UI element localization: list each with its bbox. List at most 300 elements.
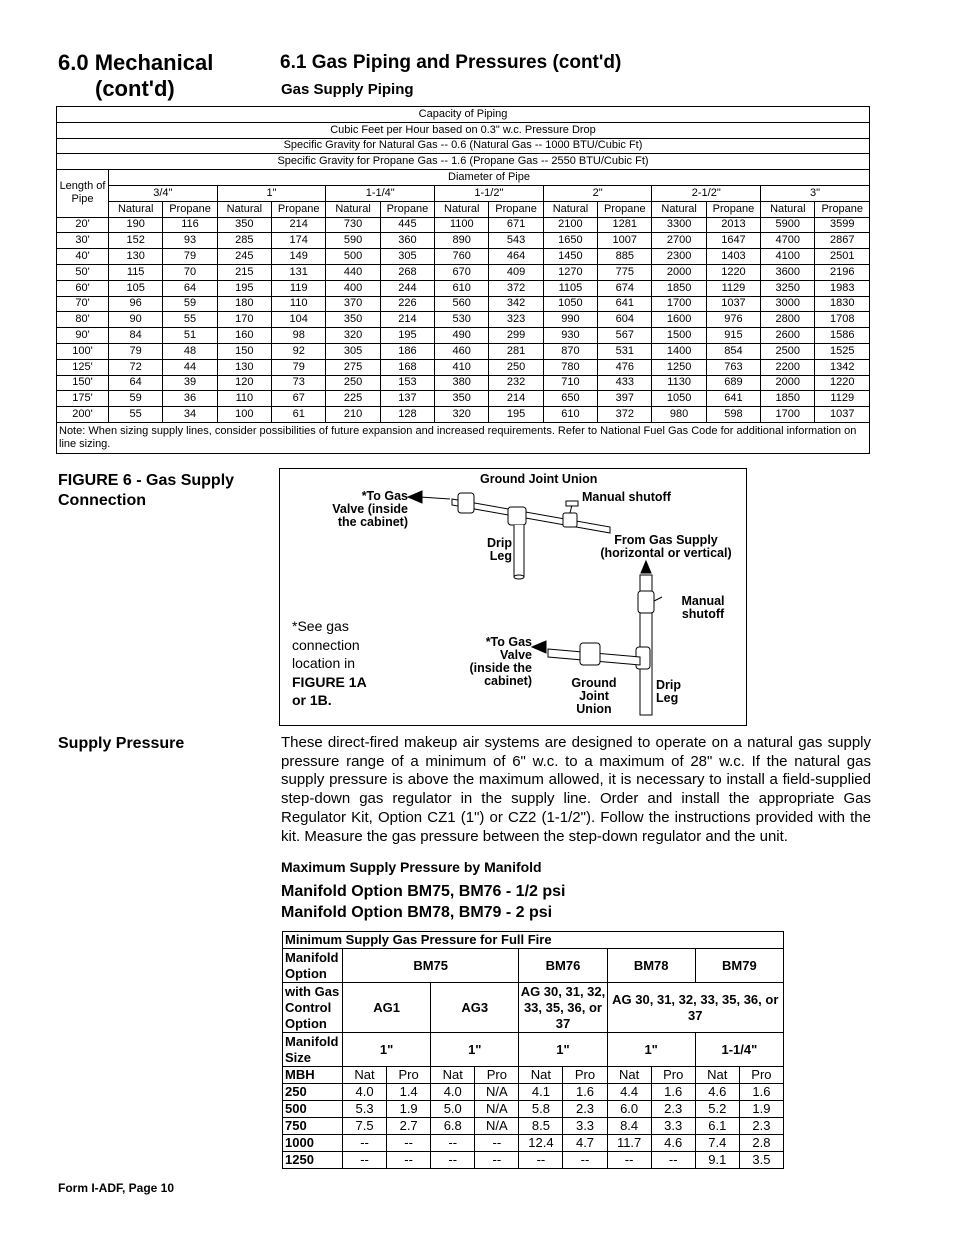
pipe-length-cell: 175' xyxy=(57,391,109,407)
nat-header: Nat xyxy=(343,1067,387,1084)
pipe-length-cell: 80' xyxy=(57,312,109,328)
note-row xyxy=(57,422,870,453)
capacity-cell: 1281 xyxy=(598,217,652,233)
capacity-cell: 119 xyxy=(272,280,326,296)
capacity-cell: 380 xyxy=(435,375,489,391)
table-row xyxy=(57,343,870,359)
capacity-cell: 409 xyxy=(489,264,543,280)
gas-control-ag1: AG1 xyxy=(343,983,431,1033)
capacity-cell: 110 xyxy=(272,296,326,312)
pipe-length-cell: 50' xyxy=(57,264,109,280)
capacity-cell: 2800 xyxy=(761,312,815,328)
capacity-cell: 598 xyxy=(706,407,760,423)
manifold-size: 1" xyxy=(343,1033,431,1067)
drip-leg-label: Drip Leg xyxy=(487,536,512,563)
mbh-cell: 250 xyxy=(283,1084,343,1101)
pressure-cell: -- xyxy=(387,1152,431,1169)
capacity-cell: 670 xyxy=(435,264,489,280)
capacity-cell: 590 xyxy=(326,233,380,249)
gas-control-ag3: AG3 xyxy=(431,983,519,1033)
capacity-cell: 1105 xyxy=(543,280,597,296)
supply-pressure-paragraph: These direct-fired makeup air systems are designed to operate on a natural gas supply pressure range of a minimum of 6" w.c. to a maximum of 28" w.c. If the natural gas supply pressure is above the maximum allowed, it is necessary to install a field-supplied step-down gas regulator in the supply line. Order and install the appropriate Gas Regulator Kit, Option CZ1 (1") or CZ2 (1-1/2"). Follow the instructions provided with the kit. Measure the gas pressure between the step-down regulator and the unit. xyxy=(281,734,871,845)
table-row xyxy=(57,328,870,344)
gas-table-body xyxy=(57,107,870,454)
pressure-cell: -- xyxy=(519,1152,563,1169)
pressure-cell: 5.8 xyxy=(519,1101,563,1118)
capacity-cell: 1220 xyxy=(815,375,870,391)
capacity-cell: 195 xyxy=(380,328,434,344)
capacity-cell: 567 xyxy=(598,328,652,344)
pressure-cell: N/A xyxy=(475,1101,519,1118)
capacity-cell: 604 xyxy=(598,312,652,328)
pro-header: Pro xyxy=(475,1067,519,1084)
capacity-cell: 305 xyxy=(380,249,434,265)
diameter-cell: 1-1/4" xyxy=(326,185,435,201)
capacity-cell: 543 xyxy=(489,233,543,249)
capacity-cell: 152 xyxy=(109,233,163,249)
capacity-cell: 1983 xyxy=(815,280,870,296)
capacity-cell: 763 xyxy=(706,359,760,375)
manual-shutoff-riser-label: Manual shutoff xyxy=(681,594,725,621)
capacity-cell: 55 xyxy=(109,407,163,423)
capacity-cell: 4100 xyxy=(761,249,815,265)
diameter-cell: 3/4" xyxy=(109,185,218,201)
pressure-cell: 1.6 xyxy=(651,1084,695,1101)
capacity-cell: 464 xyxy=(489,249,543,265)
pipe-length-cell: 70' xyxy=(57,296,109,312)
pressure-cell: N/A xyxy=(475,1118,519,1135)
capacity-cell: 64 xyxy=(163,280,217,296)
pressure-cell: -- xyxy=(607,1152,651,1169)
pressure-cell: 1.6 xyxy=(563,1084,607,1101)
capacity-cell: 730 xyxy=(326,217,380,233)
diameter-cell: 2-1/2" xyxy=(652,185,761,201)
capacity-cell: 55 xyxy=(163,312,217,328)
table-subtitle: Cubic Feet per Hour based on 0.3" w.c. Pressure Drop xyxy=(57,122,870,138)
table-row xyxy=(57,217,870,233)
pressure-cell: N/A xyxy=(475,1084,519,1101)
pressure-cell: -- xyxy=(343,1152,387,1169)
pressure-cell: 5.2 xyxy=(695,1101,739,1118)
mbh-cell: 1000 xyxy=(283,1135,343,1152)
pressure-cell: -- xyxy=(651,1152,695,1169)
pressure-cell: 4.7 xyxy=(563,1135,607,1152)
capacity-cell: 990 xyxy=(543,312,597,328)
section-title-line1: 6.0 Mechanical xyxy=(58,50,214,75)
manifold-size: 1" xyxy=(519,1033,607,1067)
capacity-cell: 120 xyxy=(217,375,271,391)
manifold-option-line2: Manifold Option BM78, BM79 - 2 psi xyxy=(281,904,553,921)
capacity-cell: 210 xyxy=(326,407,380,423)
capacity-cell: 1850 xyxy=(652,280,706,296)
capacity-cell: 190 xyxy=(109,217,163,233)
pressure-cell: 2.3 xyxy=(563,1101,607,1118)
capacity-cell: 79 xyxy=(109,343,163,359)
nat-header: Nat xyxy=(431,1067,475,1084)
pressure-cell: 2.8 xyxy=(739,1135,783,1152)
capacity-cell: 3250 xyxy=(761,280,815,296)
figure-label-line1: FIGURE 6 - Gas Supply xyxy=(58,472,235,489)
capacity-cell: 5900 xyxy=(761,217,815,233)
capacity-cell: 674 xyxy=(598,280,652,296)
capacity-cell: 890 xyxy=(435,233,489,249)
capacity-cell: 4700 xyxy=(761,233,815,249)
capacity-cell: 370 xyxy=(326,296,380,312)
ground-joint-union-lower-label: Ground Joint Union xyxy=(571,676,617,716)
natural-header: Natural xyxy=(109,201,163,217)
pressure-cell: 7.4 xyxy=(695,1135,739,1152)
pressure-cell: 8.5 xyxy=(519,1118,563,1135)
supply-pressure-heading: Supply Pressure xyxy=(58,735,185,752)
capacity-cell: 775 xyxy=(598,264,652,280)
capacity-cell: 530 xyxy=(435,312,489,328)
pipe-length-cell: 200' xyxy=(57,407,109,423)
capacity-cell: 232 xyxy=(489,375,543,391)
capacity-cell: 110 xyxy=(217,391,271,407)
capacity-cell: 1007 xyxy=(598,233,652,249)
mbh-header-row xyxy=(283,1067,784,1084)
subsection-subtitle: Gas Supply Piping xyxy=(281,81,414,98)
capacity-cell: 2000 xyxy=(652,264,706,280)
capacity-cell: 128 xyxy=(380,407,434,423)
capacity-cell: 285 xyxy=(217,233,271,249)
capacity-cell: 641 xyxy=(706,391,760,407)
capacity-cell: 84 xyxy=(109,328,163,344)
capacity-cell: 214 xyxy=(489,391,543,407)
manifold-size: 1" xyxy=(431,1033,519,1067)
table-row xyxy=(57,391,870,407)
pressure-table-title: Minimum Supply Gas Pressure for Full Fire xyxy=(283,932,784,949)
diameter-cell: 1-1/2" xyxy=(435,185,544,201)
table-row xyxy=(57,407,870,423)
capacity-cell: 79 xyxy=(163,249,217,265)
pressure-cell: 8.4 xyxy=(607,1118,651,1135)
gas-capacity-table xyxy=(56,106,870,454)
propane-header: Propane xyxy=(380,201,434,217)
propane-header: Propane xyxy=(598,201,652,217)
pressure-cell: 6.0 xyxy=(607,1101,651,1118)
capacity-cell: 433 xyxy=(598,375,652,391)
capacity-cell: 1450 xyxy=(543,249,597,265)
pro-header: Pro xyxy=(387,1067,431,1084)
capacity-cell: 710 xyxy=(543,375,597,391)
manifold-size: 1" xyxy=(607,1033,695,1067)
capacity-cell: 1700 xyxy=(761,407,815,423)
capacity-cell: 244 xyxy=(380,280,434,296)
capacity-cell: 3599 xyxy=(815,217,870,233)
capacity-cell: 560 xyxy=(435,296,489,312)
natural-header: Natural xyxy=(435,201,489,217)
diameter-cell: 1" xyxy=(217,185,326,201)
pressure-cell: 2.7 xyxy=(387,1118,431,1135)
manifold-size-label: Manifold Size xyxy=(283,1033,343,1067)
figure-note-line3: location in xyxy=(292,655,356,671)
pressure-cell: -- xyxy=(431,1152,475,1169)
capacity-cell: 1050 xyxy=(652,391,706,407)
figure-label-line2: Connection xyxy=(58,492,146,509)
capacity-cell: 64 xyxy=(109,375,163,391)
capacity-cell: 250 xyxy=(489,359,543,375)
mbh-label: MBH xyxy=(283,1067,343,1084)
capacity-cell: 2000 xyxy=(761,375,815,391)
capacity-cell: 2867 xyxy=(815,233,870,249)
pipe-length-cell: 60' xyxy=(57,280,109,296)
capacity-cell: 610 xyxy=(435,280,489,296)
pipe-length-cell: 20' xyxy=(57,217,109,233)
natural-header: Natural xyxy=(326,201,380,217)
capacity-cell: 1342 xyxy=(815,359,870,375)
pressure-cell: 7.5 xyxy=(343,1118,387,1135)
capacity-cell: 225 xyxy=(326,391,380,407)
capacity-cell: 70 xyxy=(163,264,217,280)
pressure-cell: 2.3 xyxy=(651,1101,695,1118)
pressure-cell: 11.7 xyxy=(607,1135,651,1152)
capacity-cell: 854 xyxy=(706,343,760,359)
pro-header: Pro xyxy=(563,1067,607,1084)
ground-joint-union-label: Ground Joint Union xyxy=(480,472,598,486)
pressure-cell: 5.3 xyxy=(343,1101,387,1118)
table-row xyxy=(283,1084,784,1101)
figure-note-line5: or 1B. xyxy=(292,692,332,708)
to-gas-valve-label: *To Gas Valve (inside the cabinet) xyxy=(332,489,408,529)
capacity-cell: 360 xyxy=(380,233,434,249)
capacity-cell: 153 xyxy=(380,375,434,391)
capacity-cell: 160 xyxy=(217,328,271,344)
capacity-cell: 445 xyxy=(380,217,434,233)
nat-header: Nat xyxy=(519,1067,563,1084)
capacity-cell: 1037 xyxy=(706,296,760,312)
pressure-cell: -- xyxy=(475,1135,519,1152)
section-title xyxy=(58,50,213,102)
capacity-cell: 460 xyxy=(435,343,489,359)
page-footer: Form I-ADF, Page 10 xyxy=(58,1181,175,1195)
capacity-cell: 2500 xyxy=(761,343,815,359)
capacity-cell: 650 xyxy=(543,391,597,407)
capacity-cell: 1650 xyxy=(543,233,597,249)
pipe-length-cell: 90' xyxy=(57,328,109,344)
pressure-cell: 4.6 xyxy=(651,1135,695,1152)
capacity-cell: 130 xyxy=(109,249,163,265)
propane-gravity-row: Specific Gravity for Propane Gas -- 1.6 (Propane Gas -- 2550 BTU/Cubic Ft) xyxy=(57,154,870,170)
capacity-cell: 226 xyxy=(380,296,434,312)
pressure-cell: -- xyxy=(343,1135,387,1152)
capacity-cell: 48 xyxy=(163,343,217,359)
capacity-cell: 350 xyxy=(326,312,380,328)
mbh-cell: 750 xyxy=(283,1118,343,1135)
capacity-cell: 671 xyxy=(489,217,543,233)
natural-header: Natural xyxy=(761,201,815,217)
capacity-cell: 476 xyxy=(598,359,652,375)
capacity-cell: 760 xyxy=(435,249,489,265)
capacity-cell: 1586 xyxy=(815,328,870,344)
pipe-length-cell: 40' xyxy=(57,249,109,265)
capacity-cell: 490 xyxy=(435,328,489,344)
capacity-cell: 215 xyxy=(217,264,271,280)
capacity-cell: 2196 xyxy=(815,264,870,280)
pro-header: Pro xyxy=(739,1067,783,1084)
capacity-cell: 350 xyxy=(217,217,271,233)
capacity-cell: 195 xyxy=(217,280,271,296)
capacity-cell: 186 xyxy=(380,343,434,359)
capacity-cell: 500 xyxy=(326,249,380,265)
capacity-cell: 36 xyxy=(163,391,217,407)
pressure-cell: 3.5 xyxy=(739,1152,783,1169)
fuel-type-row xyxy=(57,201,870,217)
capacity-cell: 2013 xyxy=(706,217,760,233)
table-row xyxy=(57,264,870,280)
nat-header: Nat xyxy=(695,1067,739,1084)
table-row xyxy=(57,249,870,265)
capacity-cell: 1400 xyxy=(652,343,706,359)
capacity-cell: 34 xyxy=(163,407,217,423)
pressure-cell: 4.0 xyxy=(343,1084,387,1101)
subsection-title: 6.1 Gas Piping and Pressures (cont'd) xyxy=(280,52,622,73)
capacity-cell: 250 xyxy=(326,375,380,391)
capacity-cell: 73 xyxy=(272,375,326,391)
capacity-cell: 92 xyxy=(272,343,326,359)
manifold-bm76: BM76 xyxy=(519,949,607,983)
propane-header: Propane xyxy=(272,201,326,217)
propane-header: Propane xyxy=(706,201,760,217)
capacity-cell: 79 xyxy=(272,359,326,375)
capacity-cell: 131 xyxy=(272,264,326,280)
capacity-cell: 980 xyxy=(652,407,706,423)
from-gas-supply-label: From Gas Supply (horizontal or vertical) xyxy=(600,533,732,560)
table-row xyxy=(57,359,870,375)
manifold-bm75: BM75 xyxy=(343,949,519,983)
capacity-cell: 245 xyxy=(217,249,271,265)
capacity-cell: 531 xyxy=(598,343,652,359)
capacity-cell: 105 xyxy=(109,280,163,296)
capacity-cell: 930 xyxy=(543,328,597,344)
capacity-cell: 2200 xyxy=(761,359,815,375)
capacity-cell: 2600 xyxy=(761,328,815,344)
manifold-option-line1: Manifold Option BM75, BM76 - 1/2 psi xyxy=(281,883,566,900)
pressure-cell: 6.8 xyxy=(431,1118,475,1135)
capacity-cell: 44 xyxy=(163,359,217,375)
capacity-cell: 170 xyxy=(217,312,271,328)
propane-header: Propane xyxy=(489,201,543,217)
capacity-cell: 1220 xyxy=(706,264,760,280)
table-row xyxy=(283,1118,784,1135)
pressure-cell: -- xyxy=(563,1152,607,1169)
table-row xyxy=(283,1101,784,1118)
capacity-cell: 100 xyxy=(217,407,271,423)
capacity-cell: 90 xyxy=(109,312,163,328)
table-row xyxy=(283,1135,784,1152)
capacity-cell: 116 xyxy=(163,217,217,233)
capacity-cell: 195 xyxy=(489,407,543,423)
capacity-cell: 130 xyxy=(217,359,271,375)
capacity-cell: 320 xyxy=(326,328,380,344)
pressure-cell: 5.0 xyxy=(431,1101,475,1118)
pressure-cell: -- xyxy=(431,1135,475,1152)
capacity-cell: 98 xyxy=(272,328,326,344)
capacity-cell: 72 xyxy=(109,359,163,375)
capacity-cell: 61 xyxy=(272,407,326,423)
pressure-cell: 4.4 xyxy=(607,1084,651,1101)
capacity-cell: 342 xyxy=(489,296,543,312)
capacity-cell: 1129 xyxy=(815,391,870,407)
pressure-cell: 3.3 xyxy=(651,1118,695,1135)
mbh-cell: 1250 xyxy=(283,1152,343,1169)
capacity-cell: 150 xyxy=(217,343,271,359)
length-header: Length of Pipe xyxy=(57,170,109,217)
capacity-cell: 1708 xyxy=(815,312,870,328)
propane-header: Propane xyxy=(163,201,217,217)
manual-shutoff-label: Manual shutoff xyxy=(582,490,671,504)
capacity-cell: 1700 xyxy=(652,296,706,312)
capacity-cell: 67 xyxy=(272,391,326,407)
pipe-length-cell: 125' xyxy=(57,359,109,375)
capacity-cell: 214 xyxy=(380,312,434,328)
figure-note-line1: *See gas xyxy=(292,618,349,634)
drip-leg-lower-label: Drip Leg xyxy=(656,678,681,705)
pressure-cell: 6.1 xyxy=(695,1118,739,1135)
upper-pipe-assembly xyxy=(408,491,610,579)
natural-header: Natural xyxy=(217,201,271,217)
capacity-cell: 1037 xyxy=(815,407,870,423)
capacity-cell: 1130 xyxy=(652,375,706,391)
to-gas-valve-lower-label: *To Gas Valve (inside the cabinet) xyxy=(469,635,532,688)
table-row xyxy=(57,280,870,296)
pressure-cell: 12.4 xyxy=(519,1135,563,1152)
capacity-cell: 149 xyxy=(272,249,326,265)
table-row xyxy=(57,312,870,328)
figure-note-line4: FIGURE 1A xyxy=(292,673,367,690)
capacity-cell: 1525 xyxy=(815,343,870,359)
pressure-cell: 1.9 xyxy=(739,1101,783,1118)
min-supply-pressure-table xyxy=(282,931,784,1169)
capacity-cell: 51 xyxy=(163,328,217,344)
figure-label xyxy=(58,471,234,511)
capacity-cell: 3600 xyxy=(761,264,815,280)
capacity-cell: 275 xyxy=(326,359,380,375)
gas-control-bm76: AG 30, 31, 32, 33, 35, 36, or 37 xyxy=(520,983,606,1031)
capacity-cell: 93 xyxy=(163,233,217,249)
nat-header: Nat xyxy=(607,1067,651,1084)
pressure-cell: 3.3 xyxy=(563,1118,607,1135)
capacity-cell: 305 xyxy=(326,343,380,359)
propane-header: Propane xyxy=(815,201,870,217)
pressure-cell: 4.0 xyxy=(431,1084,475,1101)
capacity-cell: 440 xyxy=(326,264,380,280)
gas-supply-figure xyxy=(279,468,747,726)
capacity-cell: 96 xyxy=(109,296,163,312)
capacity-cell: 372 xyxy=(598,407,652,423)
pressure-cell: 1.4 xyxy=(387,1084,431,1101)
capacity-cell: 174 xyxy=(272,233,326,249)
manifold-option-label: Manifold Option xyxy=(283,949,343,983)
capacity-cell: 885 xyxy=(598,249,652,265)
table-note: Note: When sizing supply lines, consider possibilities of future expansion and increased requirements. Refer to National Fuel Gas Code for additional information on line sizing. xyxy=(57,422,870,453)
capacity-cell: 137 xyxy=(380,391,434,407)
max-supply-pressure-heading: Maximum Supply Pressure by Manifold xyxy=(281,859,542,875)
natural-header: Natural xyxy=(543,201,597,217)
capacity-cell: 3300 xyxy=(652,217,706,233)
capacity-cell: 372 xyxy=(489,280,543,296)
capacity-cell: 780 xyxy=(543,359,597,375)
table-row xyxy=(283,1152,784,1169)
capacity-cell: 350 xyxy=(435,391,489,407)
figure-note xyxy=(292,617,367,710)
capacity-cell: 1830 xyxy=(815,296,870,312)
pressure-table-body xyxy=(283,932,784,1169)
capacity-cell: 689 xyxy=(706,375,760,391)
capacity-cell: 1050 xyxy=(543,296,597,312)
pressure-cell: 9.1 xyxy=(695,1152,739,1169)
capacity-cell: 1600 xyxy=(652,312,706,328)
